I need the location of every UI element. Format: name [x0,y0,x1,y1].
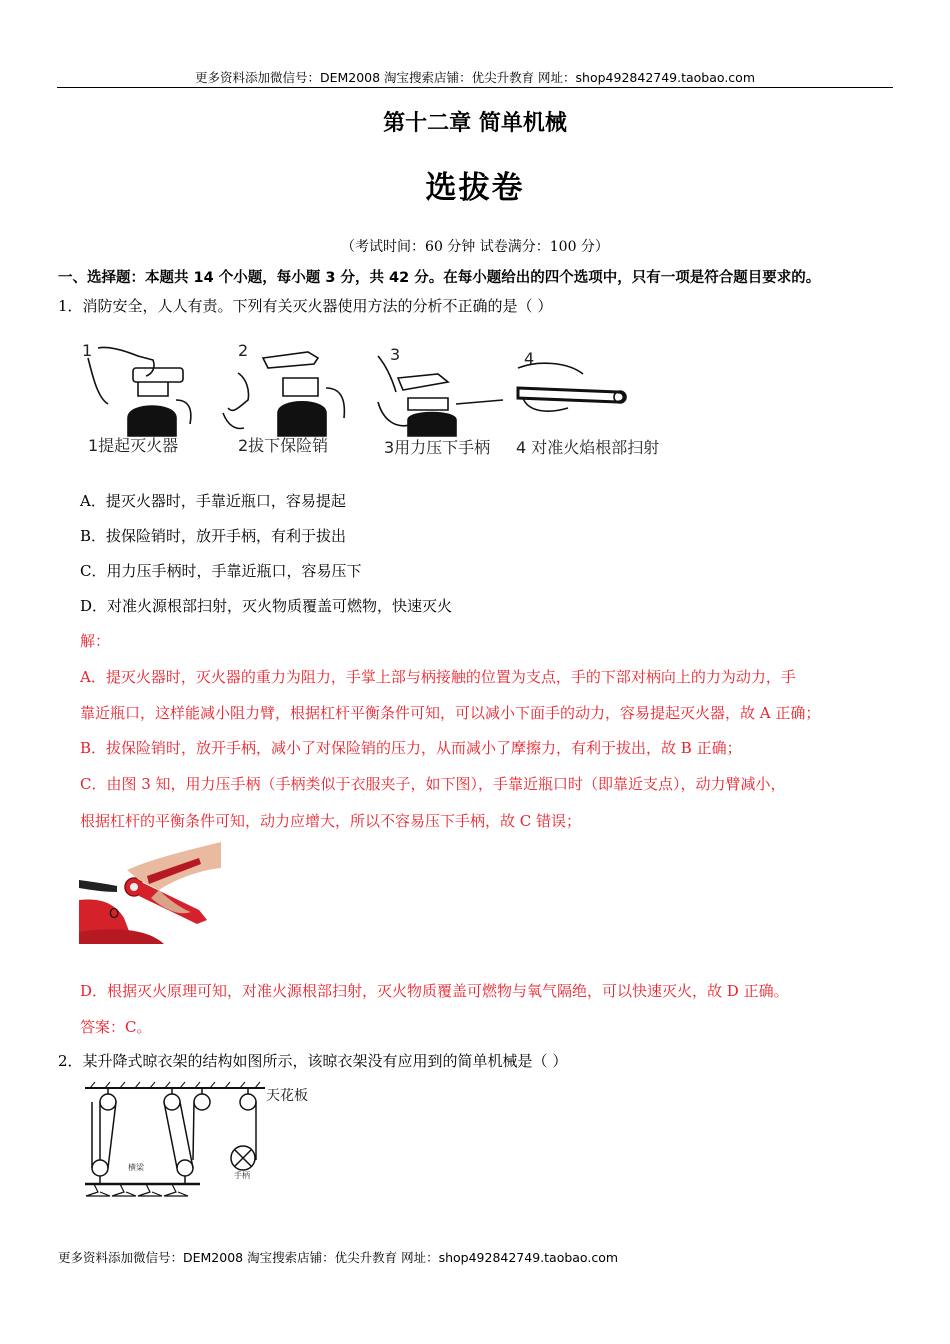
extinguisher-handle-photo [79,840,221,944]
pivot-label: O [109,907,120,922]
hand-1-sketch [98,347,154,376]
page-header: 更多资料添加微信号：DEM2008 淘宝搜索店铺：优尖升教育 网址：shop492842749.taobao.com [194,70,756,85]
step-2-caption: 2拔下保险销 [238,436,329,455]
step-2-number: 2 [238,341,249,360]
fixed-pulley [100,1094,116,1110]
q1-solution-d: D．根据灭火原理可知，对准火源根部扫射，灭火物质覆盖可燃物与氧气隔绝，可以快速灭火，故 D 正确。 [80,982,789,1000]
clothes-rack-pulley-figure [80,1080,330,1202]
question-2-stem: 2．某升降式晾衣架的结构如图所示，该晾衣架没有应用到的简单机械是（ ） [58,1052,568,1070]
fixed-pulley [194,1094,210,1110]
crossbar-label: 横梁 [128,1163,144,1172]
question-1-stem: 1．消防安全，人人有责。下列有关灭火器使用方法的分析不正确的是（ ） [58,297,553,315]
step-3-number: 3 [390,345,401,364]
movable-pulley [92,1160,108,1176]
exam-info: （考试时间：60 分钟 试卷满分：100 分） [341,239,609,255]
chapter-title: 第十二章 简单机械 [383,110,567,136]
q1-solution-line: 根据杠杆的平衡条件可知，动力应增大，所以不容易压下手柄，故 C 错误； [80,812,582,830]
q1-solution-line: 靠近瓶口，这样能减小阻力臂，根据杠杆平衡条件可知，可以减小下面手的动力，容易提起灭火器，故 A 正确； [80,704,821,722]
q1-solution-label: 解： [80,632,111,650]
q1-solution-line: C．由图 3 知，用力压手柄（手柄类似于衣服夹子，如下图），手靠近瓶口时（即靠近支点），动力臂减小， [80,775,786,793]
step-1-caption: 1提起灭火器 [88,436,179,455]
fixed-pulley [240,1094,256,1110]
step-3-caption: 3用力压下手柄 [384,438,491,457]
q1-answer: 答案：C。 [80,1018,152,1036]
step-4-caption: 4 对准火焰根部扫射 [516,438,660,457]
ceiling-label: 天花板 [266,1088,308,1104]
q1-option-d: D．对准火源根部扫射，灭火物质覆盖可燃物，快速灭火 [80,597,453,615]
q1-option-a: A．提灭火器时，手靠近瓶口，容易提起 [80,492,346,510]
page-footer: 更多资料添加微信号：DEM2008 淘宝搜索店铺：优尖升教育 网址：shop492842749.taobao.com [58,1250,619,1265]
section-title: 一、选择题：本题共 14 个小题，每小题 3 分，共 42 分。在每小题给出的四个选项中，只有一项是符合题目要求的。 [58,270,821,286]
q1-solution-line: A．提灭火器时，灭火器的重力为阻力，手掌上部与柄接触的位置为支点，手的下部对柄向上的力为动力，手 [80,668,796,686]
step-1-number: 1 [82,341,93,360]
header-divider [57,87,893,88]
movable-pulley [177,1160,193,1176]
crank-label: 手柄 [234,1171,250,1180]
main-title: 选拔卷 [425,170,525,206]
q1-option-c: C．用力压手柄时，手靠近瓶口，容易压下 [80,562,362,580]
fixed-pulley [164,1094,180,1110]
extinguisher-steps-figure [78,338,678,463]
q1-solution-line: B．拔保险销时，放开手柄，减小了对保险销的压力，从而减小了摩擦力，有利于拔出，故 B 正确； [80,739,742,757]
q1-option-b: B．拔保险销时，放开手柄，有利于拔出 [80,527,347,545]
step-4-number: 4 [524,349,535,368]
